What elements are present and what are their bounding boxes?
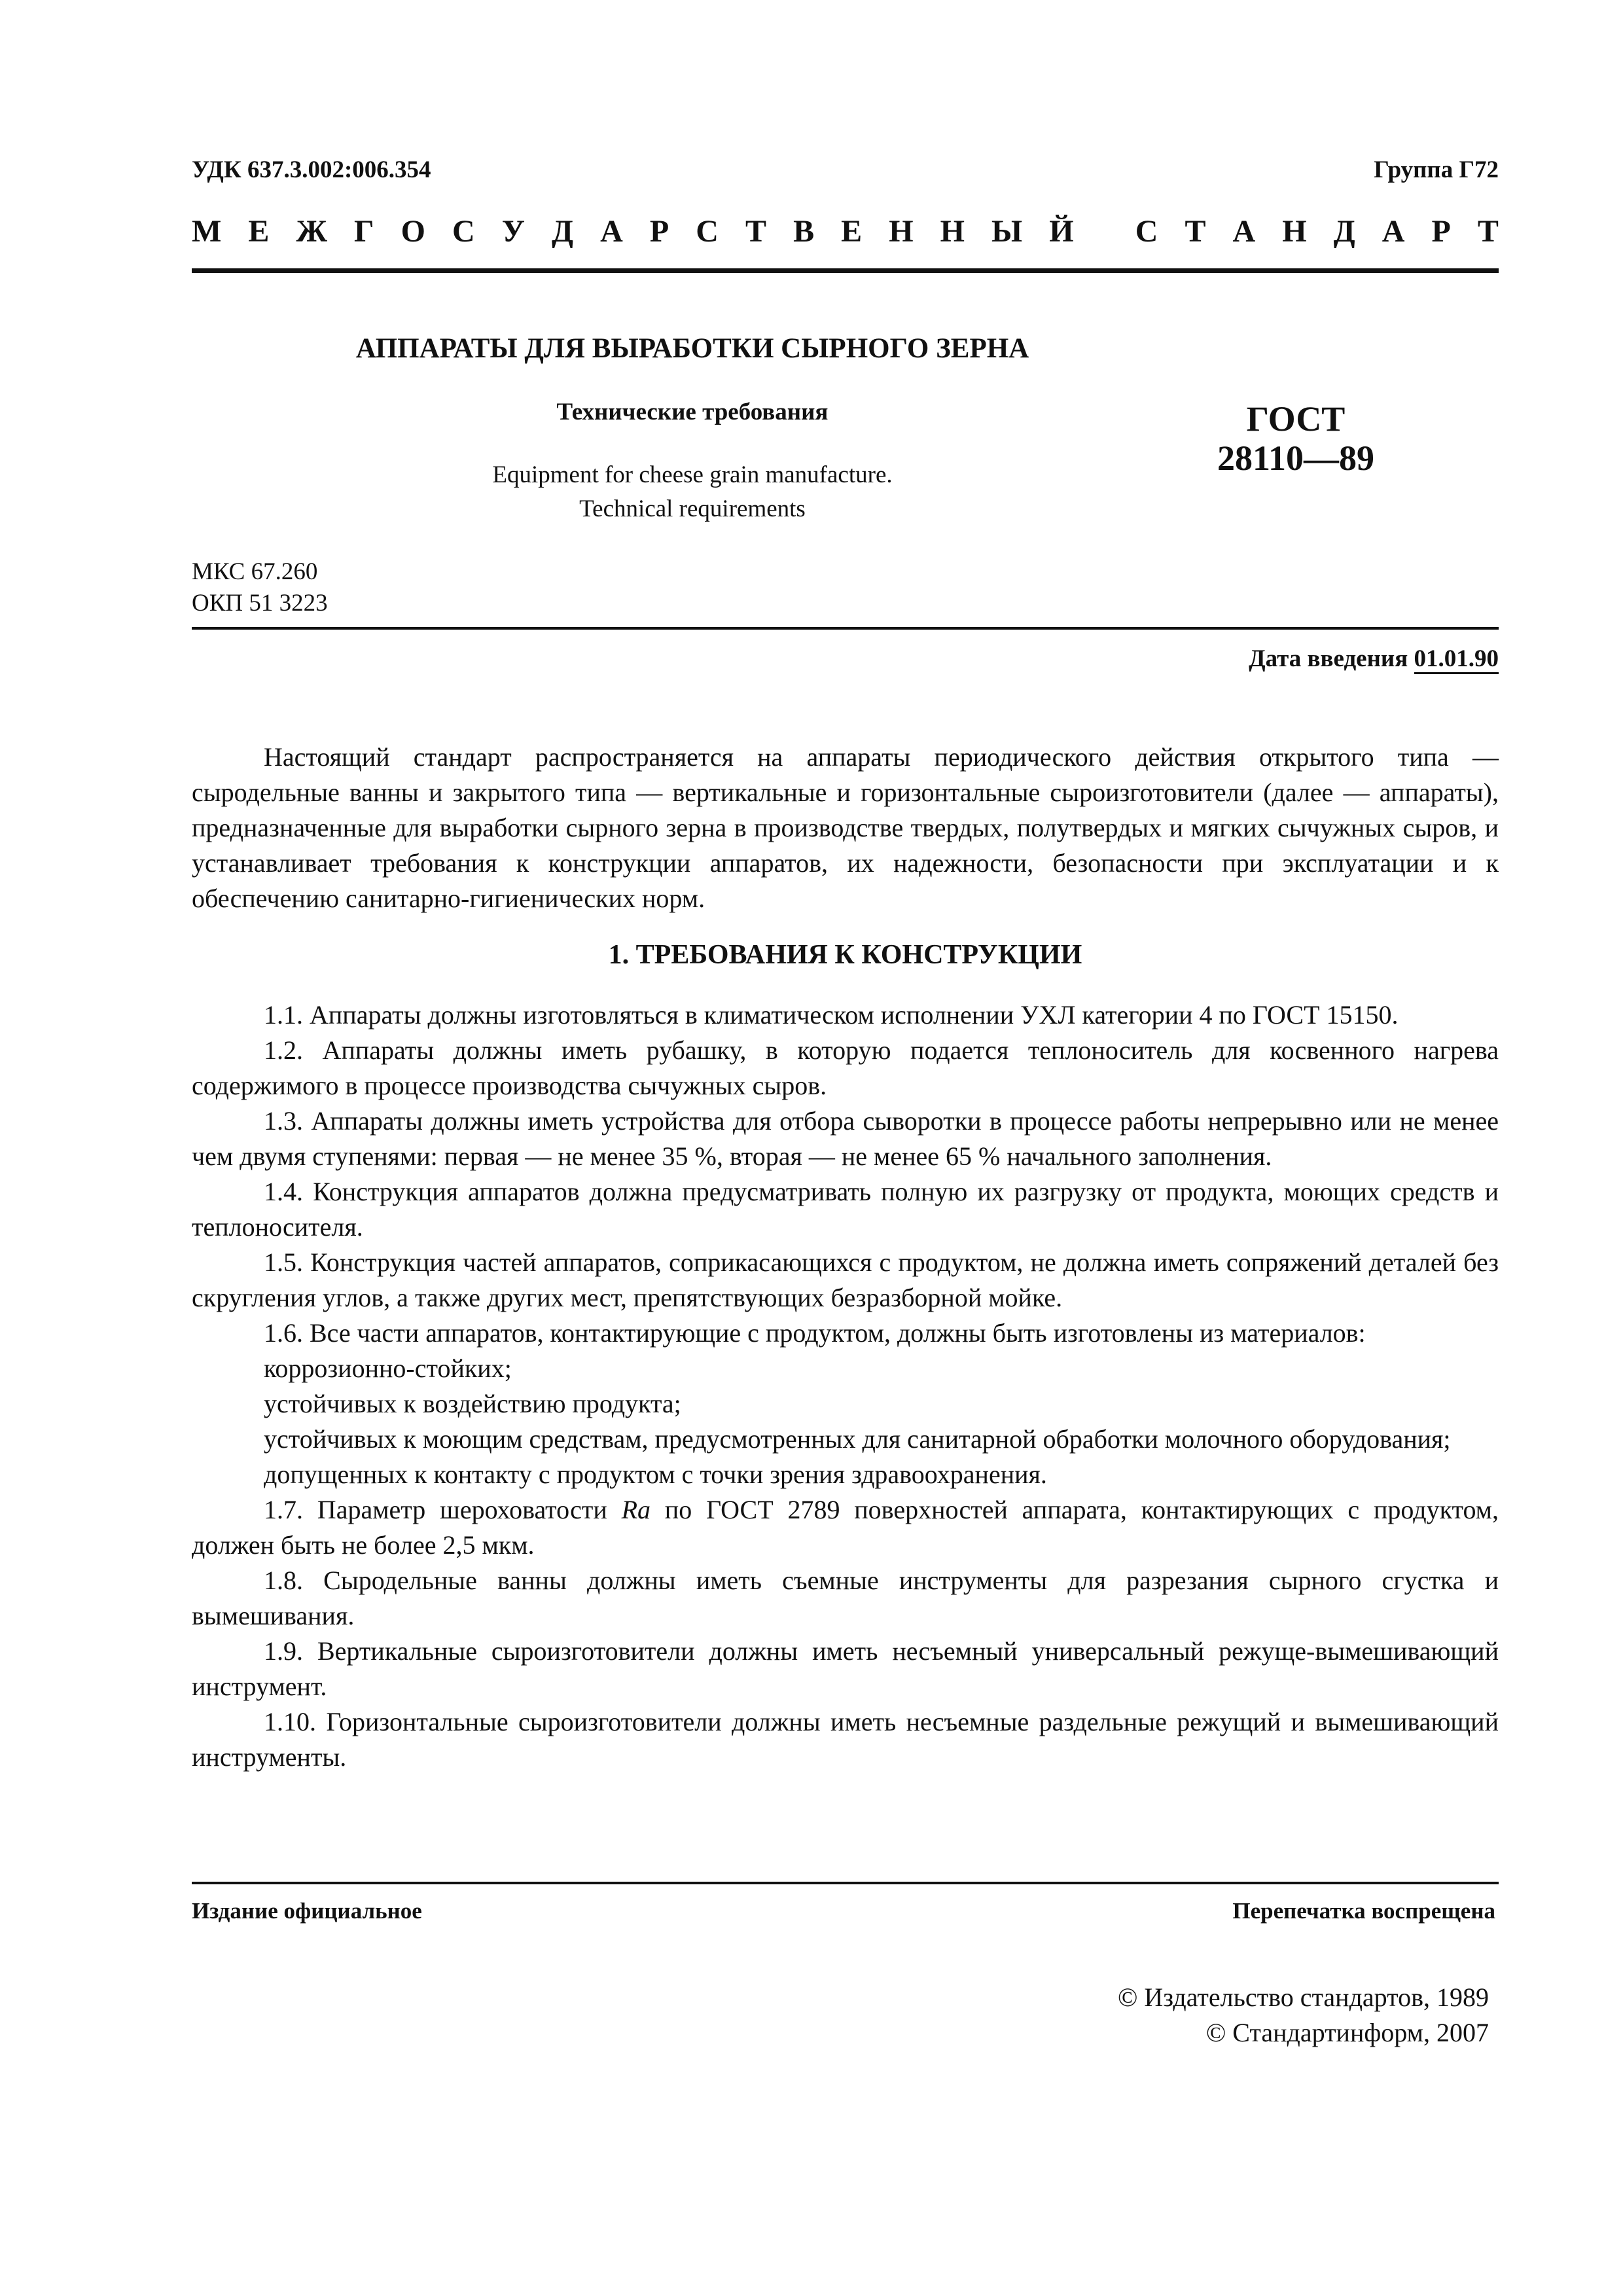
- interstate-letter: С: [696, 214, 719, 249]
- interstate-letter: Д: [1333, 214, 1355, 249]
- interstate-letter: Г: [353, 214, 374, 249]
- clause-1-7-ra: Ra: [621, 1495, 651, 1524]
- official-edition-note: Издание официальное: [192, 1898, 422, 1924]
- clause-1-10: 1.10. Горизонтальные сыроизготовители должны иметь несъемные раздельные режущий и вымешивающий инструменты.: [192, 1707, 1499, 1772]
- interstate-letter: Ж: [296, 214, 327, 249]
- document-body: [192, 740, 1499, 1775]
- clause-1-2: 1.2. Аппараты должны иметь рубашку, в которую подается теплоноситель для косвенного нагрева содержимого в процессе производства сычужных сыров.: [192, 1035, 1499, 1100]
- interstate-letter: Н: [1282, 214, 1307, 249]
- codes-rule: [192, 627, 1499, 630]
- footer-rule: [192, 1882, 1499, 1884]
- clause-1-8: 1.8. Сыродельные ванны должны иметь съемные инструменты для разрезания сырного сгустка и вымешивания.: [192, 1566, 1499, 1630]
- clause-1-6-item-c: устойчивых к моющим средствам, предусмотренных для санитарной обработки молочного оборудования;: [264, 1424, 1451, 1454]
- okp-code: ОКП 51 3223: [192, 590, 328, 617]
- interstate-letter: Е: [841, 214, 863, 249]
- gost-label: ГОСТ: [1246, 399, 1346, 439]
- document-subtitle: Технические требования: [556, 399, 829, 425]
- section-heading-1: 1. ТРЕБОВАНИЯ К КОНСТРУКЦИИ: [608, 940, 1082, 970]
- clause-1-6-item-b: устойчивых к воздействию продукта;: [264, 1389, 681, 1418]
- document-title: АППАРАТЫ ДЛЯ ВЫРАБОТКИ СЫРНОГО ЗЕРНА: [355, 333, 1029, 364]
- gost-designation: [1126, 399, 1466, 478]
- interstate-letter: Т: [1185, 214, 1206, 249]
- udk-code: УДК 637.3.002:006.354: [192, 156, 431, 183]
- mks-code: МКС 67.260: [192, 558, 318, 585]
- copyright-block: [1118, 1980, 1489, 2051]
- clause-1-4: 1.4. Конструкция аппаратов должна предусматривать полную их разгрузку от продукта, моющих средств и теплоносителя.: [192, 1177, 1499, 1242]
- interstate-letter: Т: [1477, 214, 1499, 249]
- interstate-letter: М: [192, 214, 222, 249]
- clause-1-1: 1.1. Аппараты должны изготовляться в климатическом исполнении УХЛ категории 4 по ГОСТ 15150.: [264, 1000, 1399, 1030]
- header-rule: [192, 268, 1499, 273]
- interstate-letter: Н: [889, 214, 914, 249]
- interstate-standard-heading: [192, 213, 1499, 249]
- english-title-line-1: Equipment for cheese grain manufacture.: [492, 461, 893, 488]
- copyright-line-1: © Издательство стандартов, 1989: [1117, 1982, 1489, 2012]
- copyright-line-2: © Стандартинформ, 2007: [1205, 2018, 1489, 2047]
- gost-number: 28110—89: [1217, 439, 1375, 478]
- interstate-letter: А: [600, 214, 623, 249]
- interstate-letter: В: [793, 214, 815, 249]
- introduction-date-label: Дата введения: [1249, 645, 1414, 672]
- clause-1-9: 1.9. Вертикальные сыроизготовители должны иметь несъемный универсальный режуще-вымешивающий инструмент.: [192, 1636, 1499, 1701]
- intro-paragraph: Настоящий стандарт распространяется на аппараты периодического действия открытого типа — сыродельные ванны и закрытого типа — вертикальные и горизонтальные сыроизготовители (далее — аппараты), предназначенные для выработки сырного зерна в производстве твердых, полутвердых и мягких сычужных сыров, и устанавливает требования к конструкции аппаратов, их надежности, безопасности при эксплуатации и к обеспечению санитарно-гигиенических норм.: [192, 742, 1499, 913]
- interstate-letter: Р: [1431, 214, 1451, 249]
- clause-1-5: 1.5. Конструкция частей аппаратов, соприкасающихся с продуктом, не должна иметь сопряжений деталей без скругления углов, а также других мест, препятствующих безразборной мойке.: [192, 1247, 1499, 1312]
- interstate-letter: Ы: [991, 214, 1023, 249]
- interstate-letter: С: [452, 214, 475, 249]
- introduction-date: [1249, 645, 1499, 673]
- classification-codes: [192, 556, 328, 619]
- interstate-letter: С: [1135, 214, 1158, 249]
- clause-1-7: [192, 1492, 1499, 1563]
- clause-1-7-start: 1.7. Параметр шероховатости: [264, 1495, 622, 1524]
- group-code: Группа Г72: [1374, 156, 1499, 183]
- interstate-letter: Н: [940, 214, 965, 249]
- interstate-letter: Е: [248, 214, 270, 249]
- introduction-date-value: 01.01.90: [1414, 645, 1499, 674]
- interstate-letter: Й: [1049, 214, 1074, 249]
- interstate-letter: Д: [552, 214, 574, 249]
- interstate-letter: Р: [649, 214, 669, 249]
- interstate-letter: У: [501, 214, 525, 249]
- clause-1-6-item-a: коррозионно-стойких;: [264, 1354, 512, 1383]
- interstate-letter: О: [401, 214, 425, 249]
- interstate-letter: А: [1382, 214, 1405, 249]
- clause-1-6: 1.6. Все части аппаратов, контактирующие с продуктом, должны быть изготовлены из материалов:: [264, 1318, 1366, 1348]
- clause-1-3: 1.3. Аппараты должны иметь устройства для отбора сыворотки в процессе работы непрерывно или не менее чем двумя ступенями: первая — не менее 35 %, вторая — не менее 65 % начального заполнения.: [192, 1106, 1499, 1171]
- interstate-letter: А: [1232, 214, 1256, 249]
- clause-1-7-end: по ГОСТ 2789 поверхностей аппарата, контактирующих с продуктом, должен быть не более 2,5 мкм.: [192, 1495, 1499, 1560]
- reprint-prohibited-note: Перепечатка воспрещена: [1232, 1898, 1495, 1924]
- interstate-letter: Т: [745, 214, 766, 249]
- interstate-letter: [1101, 213, 1109, 249]
- clause-1-6-item-d: допущенных к контакту с продуктом с точки зрения здравоохранения.: [264, 1460, 1047, 1489]
- english-title-line-2: Technical requirements: [579, 495, 806, 522]
- english-title: [192, 458, 1193, 526]
